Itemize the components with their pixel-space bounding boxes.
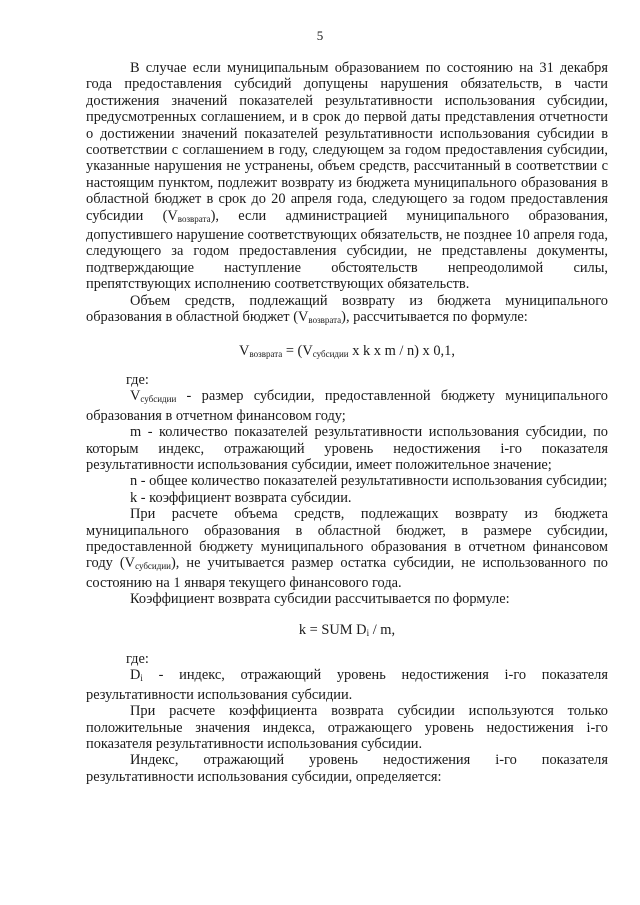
- definition-d: $D_i$ - индекс, отражающий уровень недостижения i-го показателя результативности использования субсидии.: [86, 667, 608, 703]
- paragraph-remainder-rule: При расчете объема средств, подлежащих возврату из бюджета муниципального образования в областной бюджет, в размере субсидии, предоставленной бюджету муниципального образования в отчетном финансовом году $(V_{субсидии})$, не учитывается размер остатка субсидии, не использованного по состоянию на 1 января текущего финансового года.: [86, 506, 609, 591]
- definition-v-subsidy: $V_{субсидии}$ - размер субсидии, предоставленной бюджету муниципального образования в отчетном финансовом году;: [86, 388, 608, 424]
- formula-refund-volume: $V_{возврата} = (V_{субсидии}$ x k x m / n) x 0,1,: [239, 342, 455, 359]
- definition-m: m - количество показателей результативности использования субсидии, по которым индекс, отражающий уровень недостижения i-го показателя результативности использования субсидии, имеет положительное значение;: [86, 424, 608, 473]
- definition-n: n - общее количество показателей результативности использования субсидии;: [130, 473, 608, 490]
- paragraph-refund-conditions: В случае если муниципальным образованием по состоянию на 31 декабря года предоставления субсидий допущены нарушения обязательств, в части достижения значений показателей результативности использования субсидии, предусмотренных соглашением, и в срок до первой даты представления отчетности о достижении значений показателей результативности использования субсидии в соответствии с соглашением в году, следующем за годом предоставления субсидии, указанные нарушения не устранены, объем средств, рассчитанный в соответствии с настоящим пунктом, подлежит возврату из бюджета муниципального образования в областной бюджет в срок до 20 апреля года, следующего за годом предоставления субсидии $(V_{возврата})$, если администрацией муниципального образования, допустившего нарушение соответствующих обязательств, не позднее 10 апреля года, следующего за годом предоставления субсидии, не представлены документы, подтверждающие наступление обстоятельств непреодолимой силы, препятствующих исполнению соответствующих обязательств.: [86, 60, 608, 293]
- paragraph-refund-volume: Объем средств, подлежащий возврату из бюджета муниципального образования в областной бюджет $(V_{возврата})$, рассчитывается по формуле:: [86, 292, 608, 326]
- label-where-1: где:: [126, 371, 149, 388]
- paragraph-coefficient-intro: Коэффициент возврата субсидии рассчитывается по формуле:: [130, 591, 510, 608]
- document-body: [86, 60, 608, 785]
- page-number: 5: [316, 28, 324, 43]
- paragraph-positive-values: При расчете коэффициента возврата субсидии используются только положительные значения индекса, отражающего уровень недостижения i-го показателя результативности использования субсидии.: [86, 703, 608, 753]
- paragraph-index-definition: Индекс, отражающий уровень недостижения i-го показателя результативности использования субсидии, определяется:: [86, 752, 608, 785]
- formula-coefficient: k = SUM $D_i$ / m,: [298, 621, 396, 638]
- definition-k: k - коэффициент возврата субсидии.: [130, 489, 352, 506]
- label-where-2: где:: [126, 651, 149, 667]
